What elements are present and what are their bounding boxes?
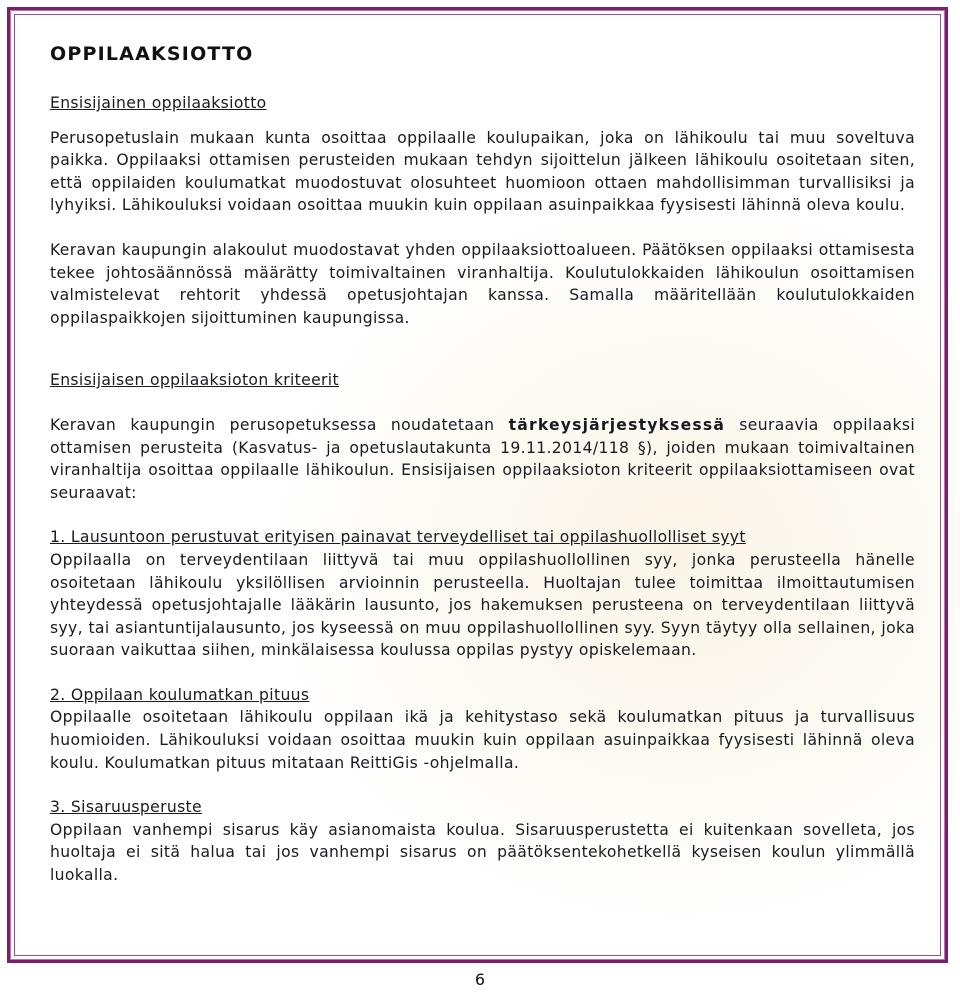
section-heading-primary-admission: Ensisijainen oppilaaksiotto bbox=[50, 94, 267, 112]
criterion-item bbox=[50, 796, 915, 886]
paragraph-criteria-intro: Keravan kaupungin perusopetuksessa noudatetaan tärkeysjärjestyksessä seuraavia oppilaaksi ottamisen perusteita (Kasvatus- ja opetuslautakunta 19.11.2014/118 §), joiden mukaan toimivaltainen viranhaltija osoittaa oppilaalle lähikoulun. Ensisijaisen oppilaaksioton kriteerit oppilaaksiottamiseen ovat seuraavat: bbox=[50, 415, 916, 502]
criterion-title: 1. Lausuntoon perustuvat erityisen painavat terveydelliset tai oppilashuollolliset syyt bbox=[50, 528, 746, 547]
criterion-title: 2. Oppilaan koulumatkan pituus bbox=[50, 685, 310, 704]
criterion-text: Oppilaalla on terveydentilaan liittyvä tai muu oppilashuollollinen syy, jonka perusteella hänelle osoitetaan lähikoulu yksilöllisen arvioinnin perusteella. Huoltajan tulee toimittaa ilmoittautumisen yhteydessä opetusjohtajalle lääkärin lausunto, jos hakemuksen perusteena on terveydentilaan liittyvä syy, tai asiantuntijalausunto, jos kyseessä on muu oppilashuollollinen syy. Syyn täytyy olla sellainen, joka suoraan vaikuttaa siihen, minkälaisessa koulussa oppilas pystyy opiskelemaan. bbox=[50, 550, 915, 660]
criterion-item bbox=[50, 526, 915, 662]
criterion-title: 3. Sisaruusperuste bbox=[50, 798, 202, 817]
page-number: 6 bbox=[474, 970, 486, 989]
document-body bbox=[50, 40, 915, 887]
section-symbol-link[interactable]: § bbox=[637, 438, 647, 457]
criterion-text: Oppilaan vanhempi sisarus käy asianomaista koulua. Sisaruusperustetta ei kuitenkaan sovelleta, jos huoltaja ei sitä halua tai jos vanhempi sisarus on päätöksentekohetkellä kyseisen koulun ylimmällä luokalla. bbox=[50, 820, 915, 885]
paragraph-kerava-admission-area: Keravan kaupungin alakoulut muodostavat yhden oppilaaksiottoalueen. Päätöksen oppilaaksi ottamisesta tekee johtosäännössä määrätty toimivaltainen viranhaltija. Koulutulokkaiden lähikoulun osoittamisen valmistelevat rehtorit yhdessä opetusjohtajan kanssa. Samalla määritellään koulutulokkaiden oppilaspaikkojen sijoittuminen kaupungissa. bbox=[50, 240, 915, 327]
page-title: OPPILAAKSIOTTO bbox=[50, 43, 254, 65]
section-heading-admission-criteria: Ensisijaisen oppilaaksioton kriteerit bbox=[50, 371, 339, 390]
criterion-text: Oppilaalle osoitetaan lähikoulu oppilaan ikä ja kehitystaso sekä koulumatkan pituus ja turvallisuus huomioiden. Lähikouluksi voidaan osoittaa muukin kuin oppilaan asuinpaikkaa fyysisesti lähinnä oleva koulu. Koulumatkan pituus mitataan ReittiGis -ohjelmalla. bbox=[50, 708, 915, 772]
criterion-item bbox=[50, 684, 915, 774]
emphasis-priority-order: tärkeysjärjestyksessä bbox=[508, 415, 726, 434]
paragraph-basic-education-act: Perusopetuslain mukaan kunta osoittaa oppilaalle koulupaikan, joka on lähikoulu tai muu soveltuva paikka. Oppilaaksi ottamisen perusteiden mukaan tehdyn sijoittelun jälkeen lähikoulu osoitetaan siten, että oppilaiden koulumatkat muodostuvat olosuhteet huomioon ottaen mahdollisimman turvallisiksi ja lyhyiksi. Lähikouluksi voidaan osoittaa muukin kuin oppilaan asuinpaikkaa fyysisesti lähinnä oleva koulu. bbox=[50, 128, 915, 215]
